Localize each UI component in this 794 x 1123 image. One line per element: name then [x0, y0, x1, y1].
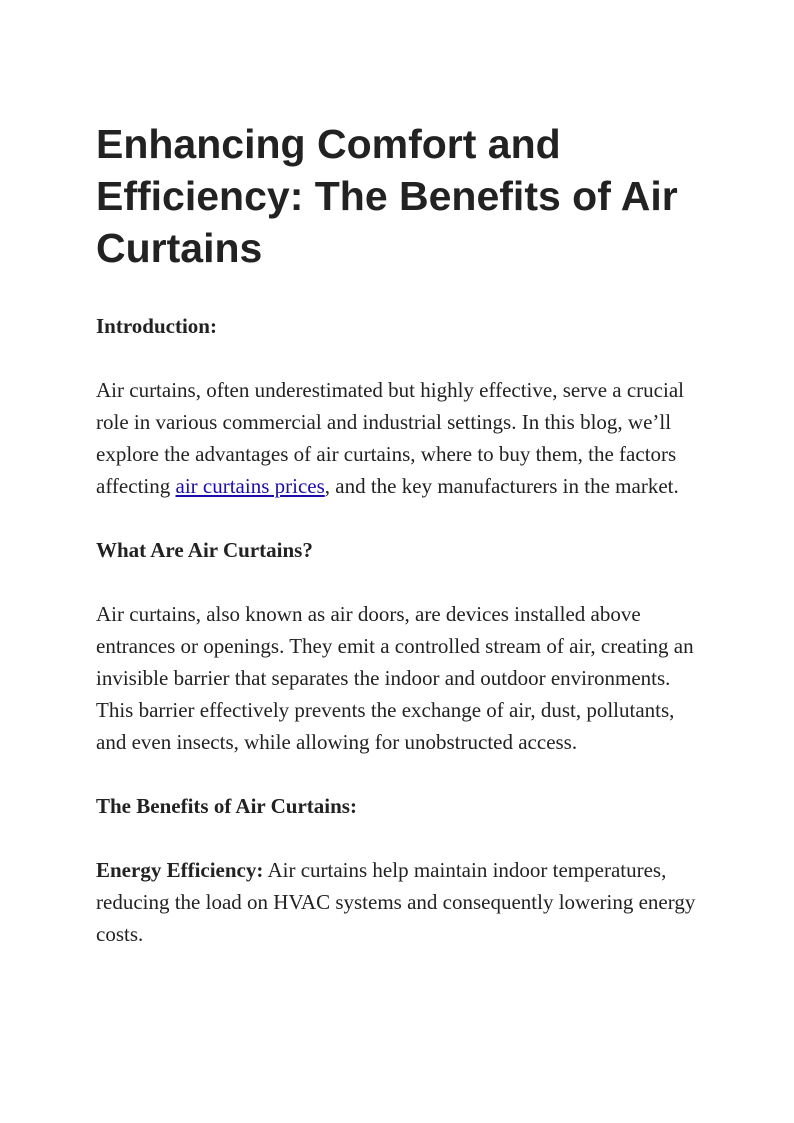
intro-text-before-link: Air curtains, often underestimated but highly effective, serve a crucial role in various commercial and industrial settings. In this blog, we’ll explore the advantages of air curtains, where to buy them, the factors affecting [96, 378, 684, 498]
document-page [96, 118, 706, 982]
intro-paragraph [96, 374, 706, 502]
intro-text-after-link: , and the key manufacturers in the market. [324, 474, 679, 498]
energy-efficiency-text: Air curtains help maintain indoor temperatures, reducing the load on HVAC systems and consequently lowering energy costs. [96, 858, 696, 946]
benefits-heading: The Benefits of Air Curtains: [96, 794, 357, 818]
energy-efficiency-label: Energy Efficiency: [96, 858, 264, 882]
page-title: Enhancing Comfort and Efficiency: The Benefits of Air Curtains [96, 121, 678, 271]
intro-heading: Introduction: [96, 314, 217, 338]
what-are-heading: What Are Air Curtains? [96, 538, 313, 562]
air-curtains-prices-link[interactable]: air curtains prices [175, 474, 325, 498]
energy-efficiency-paragraph [96, 854, 706, 950]
what-are-paragraph: Air curtains, also known as air doors, are devices installed above entrances or openings. They emit a controlled stream of air, creating an invisible barrier that separates the indoor and outdoor environments. This barrier effectively prevents the exchange of air, dust, pollutants, and even insects, while allowing for unobstructed access. [96, 602, 694, 754]
